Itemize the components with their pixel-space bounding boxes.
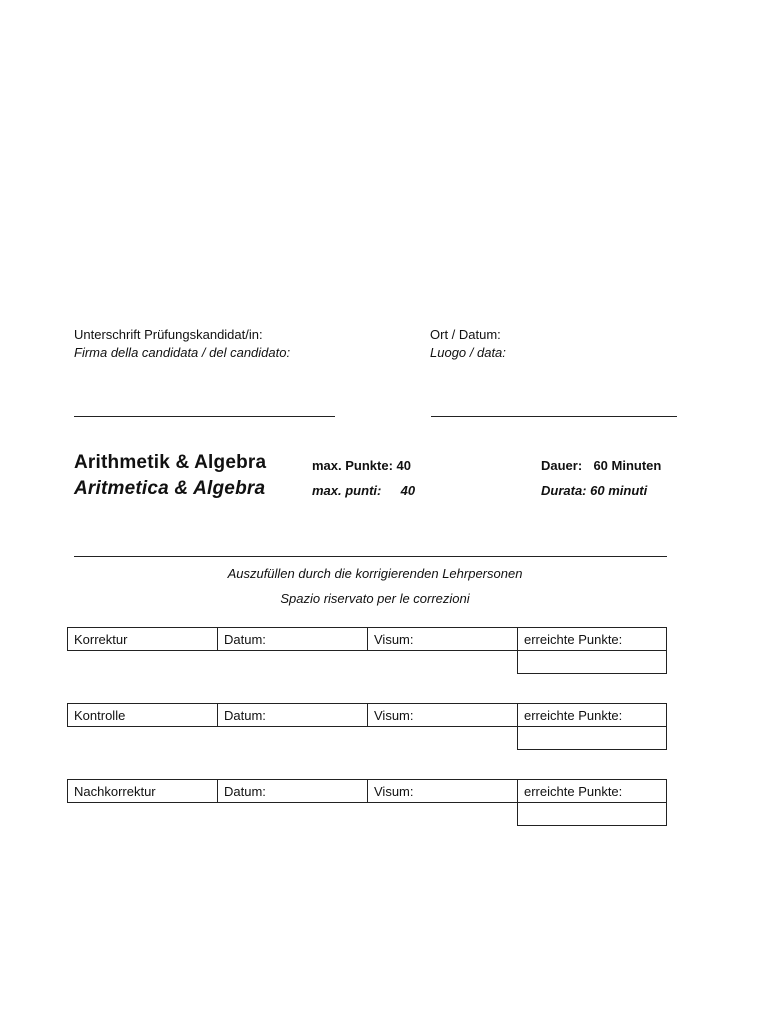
points-label-cell: erreichte Punkte: xyxy=(518,780,667,803)
subject-title-it: Aritmetica & Algebra xyxy=(74,478,266,499)
date-cell[interactable]: Datum: xyxy=(218,780,368,803)
place-date-line[interactable] xyxy=(431,416,677,417)
points-entry-cell[interactable] xyxy=(518,651,667,674)
duration-value-de: 60 Minuten xyxy=(593,458,662,473)
section-divider xyxy=(74,556,667,557)
correction-heading-de: Auszufüllen durch die korrigierenden Lehrpersonen xyxy=(227,566,523,581)
max-points-de xyxy=(312,458,411,473)
correction-type-cell: Nachkorrektur xyxy=(68,780,218,803)
duration-de xyxy=(541,458,661,473)
duration-it xyxy=(541,483,647,498)
duration-value-it: 60 minuti xyxy=(590,483,648,498)
visum-cell[interactable]: Visum: xyxy=(368,704,518,727)
correction-table-korrektur xyxy=(67,627,667,674)
visum-cell[interactable]: Visum: xyxy=(368,628,518,651)
correction-type-cell: Kontrolle xyxy=(68,704,218,727)
signature-line[interactable] xyxy=(74,416,335,417)
max-points-it xyxy=(312,483,415,498)
subject-title-de: Arithmetik & Algebra xyxy=(74,452,267,473)
date-cell[interactable]: Datum: xyxy=(218,628,368,651)
place-date-label-it: Luogo / data: xyxy=(430,345,506,360)
points-entry-cell[interactable] xyxy=(518,727,667,750)
correction-heading-it: Spazio riservato per le correzioni xyxy=(280,591,470,606)
max-points-value-it: 40 xyxy=(400,483,416,498)
duration-label-it: Durata: xyxy=(541,483,587,498)
visum-cell[interactable]: Visum: xyxy=(368,780,518,803)
correction-table-kontrolle xyxy=(67,703,667,750)
correction-table-nachkorrektur xyxy=(67,779,667,826)
max-points-label-it: max. punti: xyxy=(312,483,382,498)
correction-type-cell: Korrektur xyxy=(68,628,218,651)
signature-label-de: Unterschrift Prüfungskandidat/in: xyxy=(74,327,263,342)
points-label-cell: erreichte Punkte: xyxy=(518,704,667,727)
max-points-value-de: 40 xyxy=(396,458,412,473)
duration-label-de: Dauer: xyxy=(541,458,583,473)
max-points-label-de: max. Punkte: xyxy=(312,458,393,473)
signature-label-it: Firma della candidata / del candidato: xyxy=(74,345,291,360)
points-entry-cell[interactable] xyxy=(518,803,667,826)
place-date-label-de: Ort / Datum: xyxy=(430,327,501,342)
points-label-cell: erreichte Punkte: xyxy=(518,628,667,651)
date-cell[interactable]: Datum: xyxy=(218,704,368,727)
